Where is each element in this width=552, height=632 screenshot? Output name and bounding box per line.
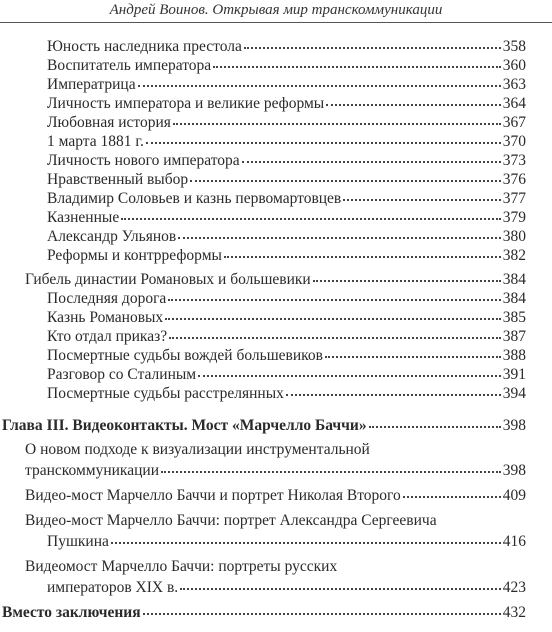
toc-entry-title: Любовная история: [47, 114, 171, 131]
leader-dots: [178, 236, 501, 239]
toc-entry-title: Гибель династии Романовых и большевики: [25, 271, 311, 288]
leader-dots: [213, 65, 501, 68]
toc-entry: [0, 132, 552, 151]
leader-dots: [146, 141, 501, 144]
toc-sub-page: 398: [502, 462, 526, 479]
toc-sub-title-line2: транскоммуникации: [25, 462, 159, 479]
toc-entry: [0, 94, 552, 113]
leader-dots: [161, 470, 501, 473]
leader-dots: [325, 355, 501, 358]
table-of-contents: [0, 37, 552, 624]
toc-conclusion-page: 432: [502, 604, 526, 621]
toc-entry-title: Разговор со Сталиным: [47, 366, 197, 383]
leader-dots: [242, 160, 501, 163]
toc-section-entry: [0, 270, 552, 289]
toc-entry: [0, 227, 552, 246]
toc-entry-page: 360: [502, 57, 526, 74]
toc-entry-title: Казненные: [47, 209, 120, 226]
toc-conclusion-entry: [0, 602, 552, 624]
toc-entry-title: Посмертные судьбы вождей большевиков: [47, 347, 323, 364]
toc-entry-title: Нравственный выбор: [47, 171, 189, 188]
leader-dots: [180, 587, 501, 590]
toc-entry-title: Александр Ульянов: [47, 228, 177, 245]
toc-entry-title: Воспитатель императора: [47, 57, 212, 74]
leader-dots: [138, 84, 501, 87]
toc-entry: [0, 170, 552, 189]
toc-entry: [0, 308, 552, 327]
toc-entry-page: 380: [502, 228, 526, 245]
toc-sub-entry: [0, 439, 552, 481]
toc-entry: [0, 37, 552, 56]
toc-entry: [0, 151, 552, 170]
toc-entry-title: Личность нового императора: [47, 152, 240, 169]
leader-dots: [198, 374, 501, 377]
toc-entry-title: 1 марта 1881 г.: [47, 133, 144, 150]
leader-dots: [111, 541, 501, 544]
leader-dots: [169, 336, 501, 339]
toc-entry-page: 363: [502, 76, 526, 93]
toc-entry-title: Посмертные судьбы расстрелянных: [47, 385, 284, 402]
leader-dots: [121, 217, 501, 220]
toc-entry: [0, 75, 552, 94]
toc-sub-title-line1: Видео-мост Марчелло Баччи и портрет Николая Второго: [25, 487, 401, 504]
toc-sub-page: 409: [502, 487, 526, 504]
toc-chapter-title: Глава III. Видеоконтакты. Мост «Марчелло Баччи»: [2, 417, 367, 434]
toc-entry: [0, 384, 552, 403]
leader-dots: [168, 298, 500, 301]
leader-dots: [326, 103, 501, 106]
running-header-text: Андрей Воинов. Открывая мир транскоммуникации: [109, 2, 443, 18]
toc-entry-page: 382: [502, 247, 526, 264]
toc-entry-page: 377: [502, 190, 526, 207]
leader-dots: [190, 179, 501, 182]
toc-sub-title-line1: О новом подходе к визуализации инструментальной: [25, 441, 370, 458]
toc-entry: [0, 365, 552, 384]
leader-dots: [343, 198, 500, 201]
toc-entry-page: 379: [502, 209, 526, 226]
toc-sub-title-line2: Пушкина: [47, 533, 109, 550]
toc-entry-title: Личность императора и великие реформы: [47, 95, 325, 112]
toc-sub-entry: [0, 556, 552, 598]
toc-entry-page: 391: [502, 366, 526, 383]
toc-entry-page: 370: [502, 133, 526, 150]
running-header: [0, 0, 552, 23]
toc-entry-page: 376: [502, 171, 526, 188]
toc-entry-page: 358: [502, 38, 526, 55]
leader-dots: [143, 612, 501, 615]
toc-sub-title-line1: Видео-мост Марчелло Баччи: портрет Александра Сергеевича: [25, 512, 437, 529]
toc-entry: [0, 189, 552, 208]
toc-entry: [0, 56, 552, 75]
toc-entry: [0, 289, 552, 308]
toc-entry-title: Кто отдал приказ?: [47, 328, 168, 345]
toc-entry-title: Последняя дорога: [47, 290, 167, 307]
toc-sub-page: 416: [502, 533, 526, 550]
toc-sub-entry: [0, 510, 552, 552]
toc-entry-page: 384: [502, 290, 526, 307]
toc-chapter-page: 398: [502, 417, 526, 434]
leader-dots: [165, 317, 501, 320]
toc-sub-page: 423: [502, 579, 526, 596]
toc-sub-entry: [0, 485, 552, 506]
toc-entry: [0, 113, 552, 132]
toc-entry: [0, 246, 552, 265]
toc-sub-title-line1: Видеомост Марчелло Баччи: портреты русских: [25, 558, 338, 575]
toc-conclusion-title: Вместо заключения: [2, 604, 141, 621]
toc-entry-page: 367: [502, 114, 526, 131]
leader-dots: [224, 255, 501, 258]
toc-chapter-entry: [0, 415, 552, 437]
leader-dots: [403, 495, 501, 498]
toc-entry-page: 394: [502, 385, 526, 402]
toc-entry-page: 384: [502, 271, 526, 288]
leader-dots: [369, 425, 501, 428]
toc-entry-page: 387: [502, 328, 526, 345]
toc-entry: [0, 327, 552, 346]
toc-entry-title: Юность наследника престола: [47, 38, 242, 55]
toc-entry: [0, 346, 552, 365]
toc-entry-title: Императрица: [47, 76, 136, 93]
toc-entry-page: 385: [502, 309, 526, 326]
toc-entry-title: Казнь Романовых: [47, 309, 164, 326]
toc-entry-title: Реформы и контрреформы: [47, 247, 222, 264]
toc-entry-page: 373: [502, 152, 526, 169]
toc-entry-page: 364: [502, 95, 526, 112]
leader-dots: [244, 46, 501, 49]
toc-sub-title-line2: императоров XIX в.: [47, 579, 179, 596]
leader-dots: [313, 279, 501, 282]
toc-entry: [0, 208, 552, 227]
toc-entry-title: Владимир Соловьев и казнь первомартовцев: [47, 190, 342, 207]
leader-dots: [286, 393, 501, 396]
leader-dots: [173, 122, 501, 125]
toc-entry-page: 388: [502, 347, 526, 364]
